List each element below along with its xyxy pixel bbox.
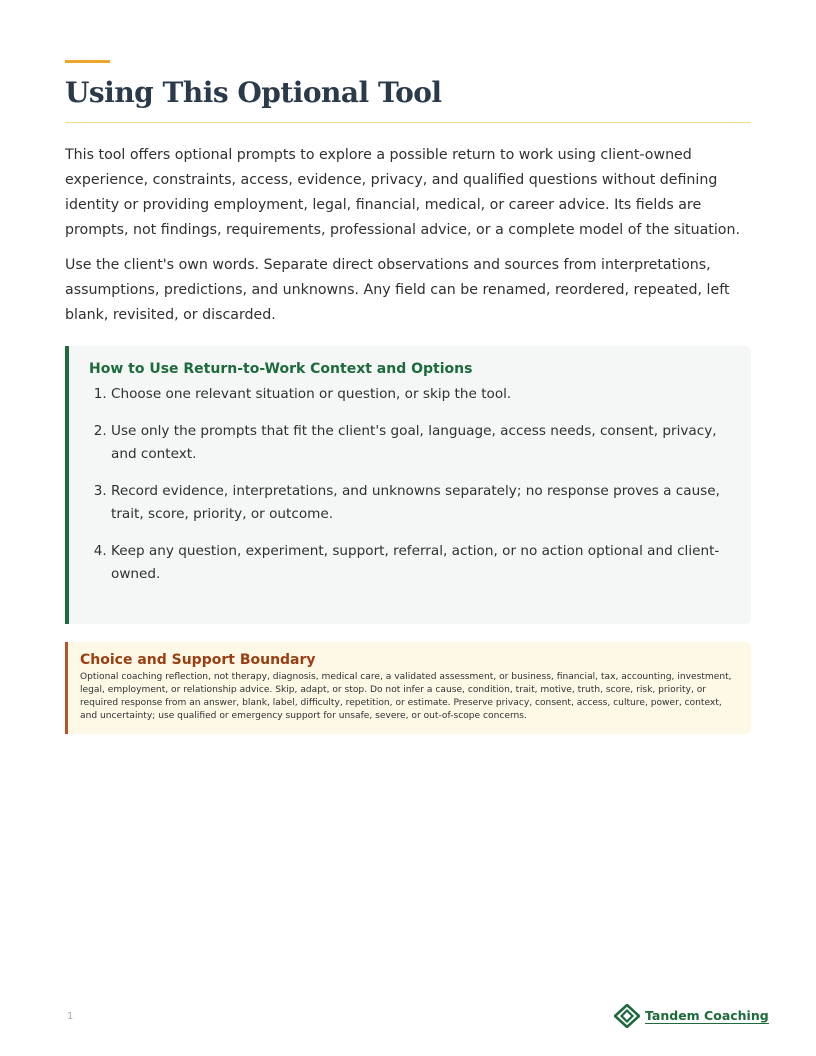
step-item-3: 3. Record evidence, interpretations, and unknowns separately; no response proves a cause, trait, score, priority, or outcome. [111, 480, 727, 526]
intro-paragraph-1: This tool offers optional prompts to explore a possible return to work using client-owned experience, constraints, access, evidence, privacy, and qualified questions without defining identity or providing employment, legal, financial, medical, or career advice. Its fields are prompts, not findings, requirements, professional advice, or a complete model of the situation. [65, 147, 740, 238]
brand-name: Tandem Coaching [645, 1008, 769, 1023]
support-boundary-panel [65, 642, 751, 734]
step-item-2: 2. Use only the prompts that fit the client's goal, language, access needs, consent, privacy, and context. [111, 420, 727, 466]
page-number: 1 [67, 1011, 74, 1022]
how-to-use-title: How to Use Return-to-Work Context and Options [89, 361, 473, 377]
brand-logo [614, 1004, 769, 1028]
title-accent-bar [65, 60, 110, 63]
tandem-diamond-logo-icon [614, 1004, 640, 1028]
page-title: Using This Optional Tool [65, 76, 442, 109]
step-item-1: 1. Choose one relevant situation or question, or skip the tool. [111, 383, 727, 406]
how-to-use-steps [89, 383, 727, 586]
intro-section [65, 143, 751, 338]
support-boundary-text: Optional coaching reflection, not therapy, diagnosis, medical care, a validated assessment, or business, financial, tax, accounting, investment, legal, employment, or relationship advice. Skip, adapt, or stop. Do not infer a cause, condition, trait, motive, truth, score, risk, priority, or required response from an answer, blank, label, difficulty, repetition, or estimate. Preserve privacy, consent, access, culture, power, context, and uncertainty; use qualified or emergency support for unsafe, severe, or out-of-scope concerns. [80, 672, 732, 721]
support-boundary-title: Choice and Support Boundary [80, 652, 316, 668]
title-divider [65, 122, 751, 123]
intro-paragraph-2: Use the client's own words. Separate direct observations and sources from interpretations, assumptions, predictions, and unknowns. Any field can be renamed, reordered, repeated, left blank, revisited, or discarded. [65, 257, 730, 323]
step-item-4: 4. Keep any question, experiment, support, referral, action, or no action optional and client-owned. [111, 540, 727, 586]
how-to-use-panel [65, 346, 751, 624]
